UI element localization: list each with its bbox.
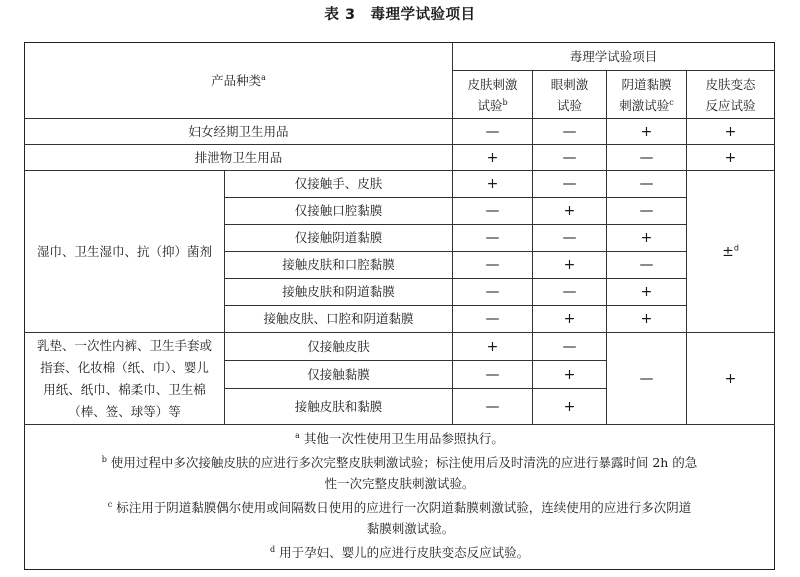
sub-label: 仅接触手、皮肤 <box>225 171 453 198</box>
cell-vagina: — <box>607 145 687 171</box>
header-eye-irritation: 眼刺激 试验 <box>533 71 607 119</box>
cell-vagina: — <box>607 171 687 198</box>
cell-vagina: — <box>607 198 687 225</box>
cell-eye: + <box>533 198 607 225</box>
cell-allergy: + <box>687 145 775 171</box>
cell-skin: — <box>453 361 533 389</box>
cell-eye: — <box>533 279 607 306</box>
table-notes <box>25 425 775 570</box>
pads-category: 乳垫、一次性内裤、卫生手套或 指套、化妆棉（纸、巾）、婴儿 用纸、纸巾、棉柔巾、卫生棉 （棒、签、球等）等 <box>25 333 225 425</box>
header-vaginal-irritation: 阴道黏膜 刺激试验$^c$ <box>607 71 687 119</box>
cell-skin: + <box>453 171 533 198</box>
row-label: 妇女经期卫生用品 <box>25 119 453 145</box>
sub-label: 接触皮肤、口腔和阴道黏膜 <box>225 306 453 333</box>
notes-row <box>25 425 775 570</box>
pads-vagina: — <box>607 333 687 425</box>
cell-skin: — <box>453 306 533 333</box>
note-b: $^b$ 使用过程中多次接触皮肤的应进行多次完整皮肤刺激试验；标注使用后及时清洗的应进行暴露时间 2h 的急 性一次完整皮肤刺激试验。 <box>101 454 698 491</box>
sub-label: 接触皮肤和黏膜 <box>225 389 453 425</box>
cell-eye: + <box>533 361 607 389</box>
table-row <box>25 145 775 171</box>
cell-eye: + <box>533 389 607 425</box>
cell-vagina: + <box>607 119 687 145</box>
row-label: 排泄物卫生用品 <box>25 145 453 171</box>
cell-eye: + <box>533 306 607 333</box>
cell-eye: — <box>533 119 607 145</box>
pads-allergy: + <box>687 333 775 425</box>
cell-skin: — <box>453 119 533 145</box>
sub-label: 仅接触口腔黏膜 <box>225 198 453 225</box>
sub-label: 接触皮肤和阴道黏膜 <box>225 279 453 306</box>
wipes-allergy: ±$^d$ <box>687 171 775 333</box>
cell-eye: — <box>533 225 607 252</box>
cell-eye: + <box>533 252 607 279</box>
cell-eye: — <box>533 145 607 171</box>
note-a: $^a$ 其他一次性使用卫生用品参照执行。 <box>295 430 504 446</box>
cell-skin: + <box>453 333 533 361</box>
cell-skin: + <box>453 145 533 171</box>
toxicology-test-table <box>24 42 775 570</box>
cell-eye: — <box>533 171 607 198</box>
wipes-category: 湿巾、卫生湿巾、抗（抑）菌剂 <box>25 171 225 333</box>
header-skin-irritation: 皮肤刺激 试验$^b$ <box>453 71 533 119</box>
cell-skin: — <box>453 389 533 425</box>
cell-eye: — <box>533 333 607 361</box>
cell-skin: — <box>453 252 533 279</box>
note-d: $^d$ 用于孕妇、婴儿的应进行皮肤变态反应试验。 <box>269 544 530 560</box>
header-skin-sensitization: 皮肤变态 反应试验 <box>687 71 775 119</box>
table-row <box>25 333 775 361</box>
cell-skin: — <box>453 198 533 225</box>
table-caption: 表 3 毒理学试验项目 <box>324 7 476 23</box>
cell-vagina: + <box>607 225 687 252</box>
cell-skin: — <box>453 225 533 252</box>
table-row <box>25 171 775 198</box>
header-product-type: 产品种类$^a$ <box>25 43 453 119</box>
cell-vagina: + <box>607 279 687 306</box>
sub-label: 仅接触皮肤 <box>225 333 453 361</box>
header-toxicology-tests: 毒理学试验项目 <box>453 43 775 71</box>
sub-label: 仅接触黏膜 <box>225 361 453 389</box>
cell-skin: — <box>453 279 533 306</box>
sub-label: 接触皮肤和口腔黏膜 <box>225 252 453 279</box>
sub-label: 仅接触阴道黏膜 <box>225 225 453 252</box>
note-c: $^c$ 标注用于阴道黏膜偶尔使用或间隔数日使用的应进行一次阴道黏膜刺激试验，连续使用的应进行多次阴道 黏膜刺激试验。 <box>107 499 692 536</box>
cell-vagina: — <box>607 252 687 279</box>
cell-vagina: + <box>607 306 687 333</box>
cell-allergy: + <box>687 119 775 145</box>
table-row <box>25 119 775 145</box>
